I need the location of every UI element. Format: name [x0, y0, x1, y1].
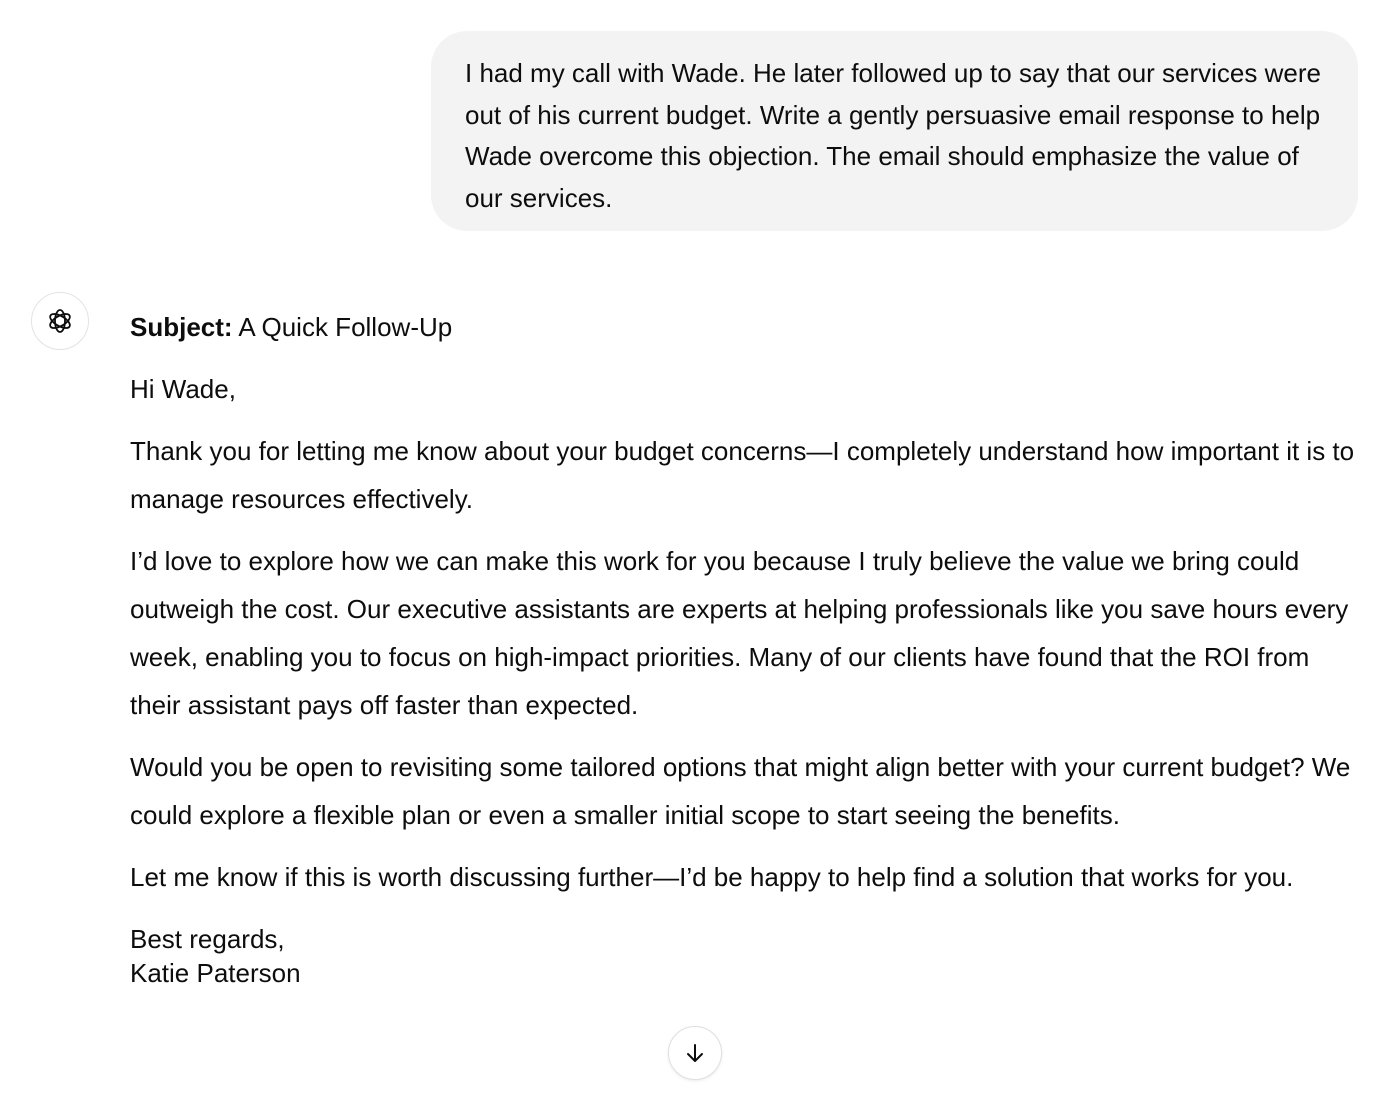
- email-paragraph: Thank you for letting me know about your budget concerns—I completely understand how important it is to manage resources effectively.: [130, 436, 1355, 514]
- assistant-avatar: [31, 292, 89, 350]
- email-paragraph: Let me know if this is worth discussing further—I’d be happy to help find a solution that works for you.: [130, 862, 1294, 892]
- subject-label: Subject:: [130, 312, 233, 342]
- assistant-response: [130, 303, 1360, 997]
- email-greeting: Hi Wade,: [130, 374, 236, 404]
- email-paragraph: I’d love to explore how we can make this work for you because I truly believe the value we bring could outweigh the cost. Our executive assistants are experts at helping professionals like you save hours every week, enabling you to focus on high-impact priorities. Many of our clients have found that the ROI from their assistant pays off faster than expected.: [130, 546, 1349, 720]
- email-paragraph: Would you be open to revisiting some tailored options that might align better with your current budget? We could explore a flexible plan or even a smaller initial scope to start seeing the benefits.: [130, 752, 1351, 830]
- user-message-bubble: [431, 31, 1358, 231]
- user-message-text: I had my call with Wade. He later followed up to say that our services were out of his current budget. Write a gently persuasive email response to help Wade overcome this objection. The email should emphasize the value of our services.: [465, 58, 1321, 213]
- arrow-down-icon: [683, 1041, 707, 1065]
- openai-logo-icon: [44, 305, 76, 337]
- email-signoff: Best regards,: [130, 924, 285, 954]
- email-subject: [130, 303, 1360, 351]
- email-signature-name: Katie Paterson: [130, 958, 301, 988]
- scroll-to-bottom-button[interactable]: [668, 1026, 722, 1080]
- subject-text: A Quick Follow-Up: [232, 312, 453, 342]
